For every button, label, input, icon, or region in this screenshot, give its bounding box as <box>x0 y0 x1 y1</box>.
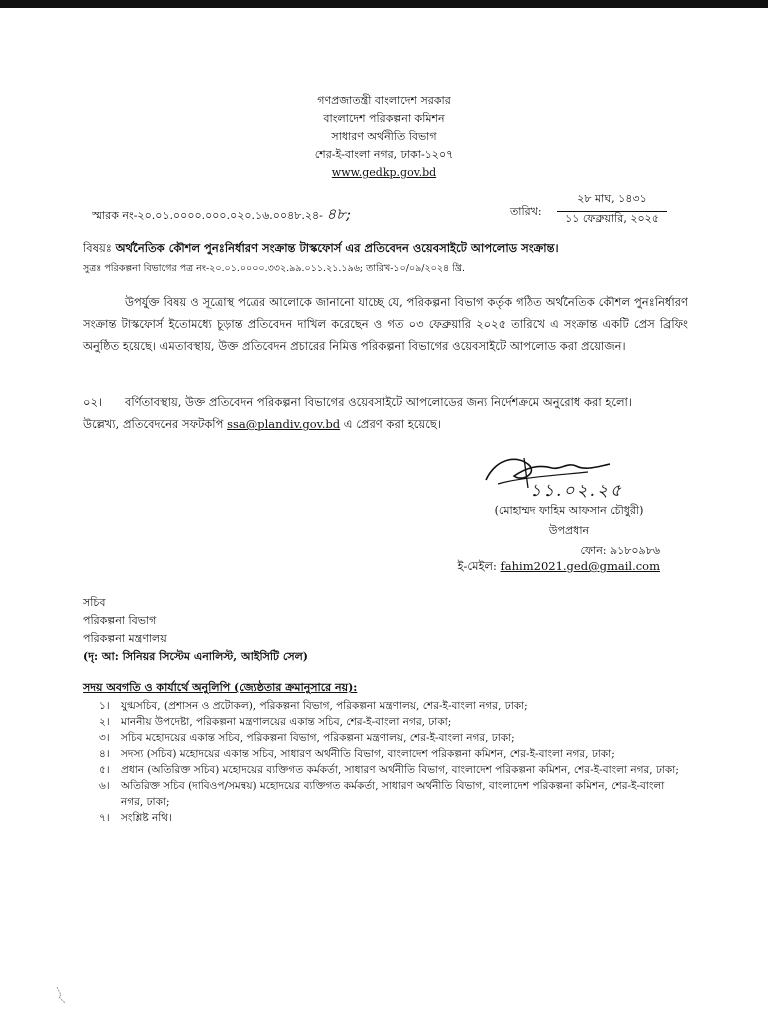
cc-item-text: যুগ্মসচিব, (প্রশাসন ও প্রটোকল), পরিকল্পনা বিভাগ, পরিকল্পনা মন্ত্রণালয়, শের-ই-বাংলা নগর, ঢাকা; <box>121 700 528 712</box>
list-item <box>83 810 688 826</box>
list-item <box>83 778 688 810</box>
cc-list <box>83 698 688 826</box>
recipient-ministry: পরিকল্পনা মন্ত্রণালয় <box>83 632 167 645</box>
recipient-title: সচিব <box>83 596 106 609</box>
list-item <box>83 746 688 762</box>
memo-reference <box>92 203 351 228</box>
body-paragraph-2 <box>83 391 688 435</box>
body-paragraph-1: উপর্যুক্ত বিষয় ও সূত্রোস্থ পত্রের আলোকে জানানো যাচ্ছে যে, পরিকল্পনা বিভাগ কর্তৃক গঠিত অর্থনৈতিক কৌশল পুনঃনির্ধারণ সংক্রান্ত টাস্কফোর্স ইতোমধ্যে চূড়ান্ত প্রতিবেদন দাখিল করেছেন ও গত ০৩ ফেব্রুয়ারি ২০২৫ তারিখে এ সংক্রান্ত একটি প্রেস ব্রিফিং অনুষ্ঠিত হয়েছে। এমতাবস্থায়, উক্ত প্রতিবেদন প্রচারের নিমিত্ত পরিকল্পনা বিভাগের ওয়েবসাইটে আপলোড করা প্রয়োজন। <box>83 295 688 353</box>
date-english: ১১ ফেব্রুয়ারি, ২০২৫ <box>565 212 659 225</box>
cc-item-number: ৪। <box>99 748 110 760</box>
date-bangla: ২৮ মাঘ, ১৪৩১ <box>557 190 667 212</box>
paragraph-2-text: বর্ণিতাবস্থায়, উক্ত প্রতিবেদন পরিকল্পনা বিভাগের ওয়েবসাইটে আপলোডের জন্য নির্দেশক্রমে অনুরোধ করা হলো। <box>125 395 632 409</box>
cc-item-number: ৭। <box>99 812 110 824</box>
commission-name: বাংলাদেশ পরিকল্পনা কমিশন <box>323 112 445 125</box>
cc-item-text: প্রধান (অতিরিক্ত সচিব) মহোদয়ের ব্যক্তিগত কর্মকর্তা, সাধারণ অর্থনীতি বিভাগ, বাংলাদেশ পরিকল্পনা কমিশন, শের-ই-বাংলা নগর, ঢাকা; <box>121 764 679 776</box>
subject-text: অর্থনৈতিক কৌশল পুনঃনির্ধারণ সংক্রান্ত টাস্কফোর্স এর প্রতিবেদন ওয়েবসাইটে আপলোড সংক্রান্ত। <box>115 241 559 255</box>
signatory-designation: উপপ্রধান <box>548 524 590 537</box>
office-address: শের-ই-বাংলা নগর, ঢাকা-১২০৭ <box>314 148 454 161</box>
paragraph-number: ০২। <box>83 395 103 409</box>
signatory-phone: ফোন: ৯১৮০৯৮৬ <box>580 544 660 557</box>
date-label: তারিখ: <box>510 205 542 218</box>
list-item <box>83 730 688 746</box>
email-label: ই-মেইল: <box>457 559 501 573</box>
government-name: গণপ্রজাতন্ত্রী বাংলাদেশ সরকার <box>317 94 451 107</box>
memo-number: স্মারক নং-২০.০১.০০০০.০০০.০২০.১৬.০০৪৮.২৪- <box>92 209 323 222</box>
subject-label: বিষয়ঃ <box>83 241 112 255</box>
subject-line <box>83 240 559 259</box>
cc-item-number: ৬। <box>99 780 110 792</box>
list-item <box>83 698 688 714</box>
signatory-email <box>425 558 660 577</box>
signatory-name: (মোহাম্মদ ফাহিম আফসান চৌধুরী) <box>494 504 644 517</box>
scan-top-border <box>0 0 768 8</box>
division-name: সাধারণ অর্থনীতি বিভাগ <box>331 130 437 143</box>
source-reference: সুত্রঃ পরিকল্পনা বিভাগের পত্র নং-২০.০১.০০০০.৩৩২.৯৯.০১১.২১.১৯৬; তারিখ-১০/০৯/২০২৪ খ্রি. <box>83 263 466 274</box>
paragraph-3-pre: উল্লেখ্য, প্রতিবেদনের সফটকপি <box>83 417 228 431</box>
list-item <box>83 714 688 730</box>
signatory-email-link[interactable]: fahim2021.ged@gmail.com <box>500 559 660 573</box>
cc-item-text: সদস্য (সচিব) মহোদয়ের একান্ত সচিব, সাধারণ অর্থনীতি বিভাগ, বাংলাদেশ পরিকল্পনা কমিশন, শের-ই-বাংলা নগর, ঢাকা; <box>121 748 615 760</box>
cc-item-number: ৫। <box>99 764 110 776</box>
memo-handwritten-serial: ৪৮; <box>326 205 351 223</box>
recipient-division: পরিকল্পনা বিভাগ <box>83 614 157 627</box>
website-link[interactable]: www.gedkp.gov.bd <box>331 166 437 179</box>
cc-item-number: ১। <box>99 700 110 712</box>
recipient-attention: (দৃ: আ: সিনিয়র সিস্টেম এনালিস্ট, আইসিটি সেল) <box>83 650 309 663</box>
cc-item-text: সংশ্লিষ্ট নথি। <box>121 812 172 824</box>
cc-heading: সদয় অবগতি ও কার্যার্থে অনুলিপি (জ্যেষ্ঠতার ক্রমানুসারে নয়): <box>83 681 358 694</box>
cc-item-number: ২। <box>99 716 110 728</box>
paragraph-3-post: এ প্রেরণ করা হয়েছে। <box>340 417 441 431</box>
signature-date: ১১.০২.২৫ <box>530 481 624 501</box>
cc-item-text: মাননীয় উপদেষ্টা, পরিকল্পনা মন্ত্রণালয়ের একান্ত সচিব, শের-ই-বাংলা নগর, ঢাকা; <box>121 716 452 728</box>
cc-item-text: সচিব মহোদয়ের একান্ত সচিব, পরিকল্পনা বিভাগ, পরিকল্পনা মন্ত্রণালয়, শের-ই-বাংলা নগর, ঢাকা; <box>121 732 515 744</box>
softcopy-email-link[interactable]: ssa@plandiv.gov.bd <box>227 417 341 431</box>
list-item <box>83 762 688 778</box>
cc-item-number: ৩। <box>99 732 110 744</box>
scan-artifact-mark <box>55 985 69 1005</box>
cc-item-text: অতিরিক্ত সচিব (দাবিওপ/সমন্বয়) মহোদয়ের ব্যক্তিগত কর্মকর্তা, সাধারণ অর্থনীতি বিভাগ, বাংলাদেশ পরিকল্পনা কমিশন, শের-ই-বাংলা নগর, ঢাকা; <box>121 780 665 808</box>
